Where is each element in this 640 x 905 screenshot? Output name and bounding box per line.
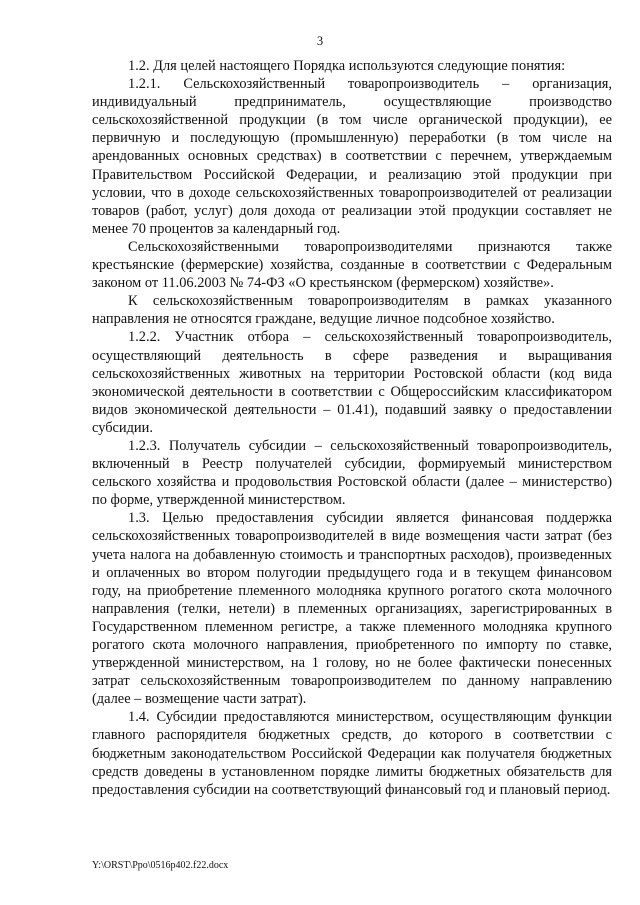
paragraph-1-2-2: 1.2.2. Участник отбора – сельскохозяйственный товаропроизводитель, осуществляющий деятельность в сфере разведения и выращивания сельскохозяйственных животных на территории Ростовской области (код вида экономической деятельности в соответствии с Общероссийским классификатором видов экономической деятельности – 01.41), подавший заявку о предоставлении субсидии. bbox=[92, 329, 612, 436]
paragraph-1-4: 1.4. Субсидии предоставляются министерством, осуществляющим функции главного распорядителя бюджетных средств, до которого в соответствии с бюджетным законодательством Российской Федерации как получателя бюджетных средств доведены в установленном порядке лимиты бюджетных обязательств для предоставления субсидии на соответствующий финансовый год и плановый период. bbox=[92, 709, 612, 798]
paragraph-1-2: 1.2. Для целей настоящего Порядка используются следующие понятия: bbox=[128, 58, 566, 74]
paragraph-exclusion: К сельскохозяйственным товаропроизводителям в рамках указанного направления не относятся граждане, ведущие личное подсобное хозяйство. bbox=[92, 293, 612, 328]
paragraph-1-2-3: 1.2.3. Получатель субсидии – сельскохозяйственный товаропроизводитель, включенный в Реестр получателей субсидии, формируемый министерством сельского хозяйства и продовольствия Ростовской области (далее – министерство) по форме, утвержденной министерством. bbox=[92, 437, 612, 509]
page-number: 3 bbox=[316, 34, 324, 48]
paragraph-1-3: 1.3. Целью предоставления субсидии является финансовая поддержка сельскохозяйственных товаропроизводителей в виде возмещения части затрат (без учета налога на добавленную стоимость и транспортных расходов), произведенных и оплаченных во втором полугодии предыдущего года и в текущем финансовом году, на приобретение племенного молодняка крупного рогатого скота молочного направления (телки, нетели) в племенных организациях, зарегистрированных в Государственном племенном регистре, а также племенного молодняка крупного рогатого скота молочного направления, приобретенного по импорту по ставке, утвержденной министерством, на 1 голову, но не более фактически понесенных затрат сельскохозяйственным товаропроизводителем по данному направлению (далее – возмещение части затрат). bbox=[92, 510, 612, 708]
paragraph-farmers: Сельскохозяйственными товаропроизводителями признаются также крестьянские (фермерские) хозяйства, созданные в соответствии с Федеральным законом от 11.06.2003 № 74-ФЗ «О крестьянском (фермерском) хозяйстве». bbox=[92, 238, 612, 292]
footer-file-path: Y:\ORST\Ppo\0516p402.f22.docx bbox=[92, 860, 229, 871]
paragraph-1-2-1: 1.2.1. Сельскохозяйственный товаропроизводитель – организация, индивидуальный предприниматель, осуществляющие производство сельскохозяйственной продукции (в том числе органической продукции), ее первичную и последующую (промышленную) переработки (в том числе на арендованных основных средствах) в соответствии с перечнем, утверждаемым Правительством Российской Федерации, и реализацию этой продукции при условии, что в доходе сельскохозяйственных товаропроизводителей от реализации товаров (работ, услуг) доля дохода от реализации этой продукции составляет не менее 70 процентов за календарный год. bbox=[92, 76, 612, 237]
document-body bbox=[92, 57, 612, 799]
